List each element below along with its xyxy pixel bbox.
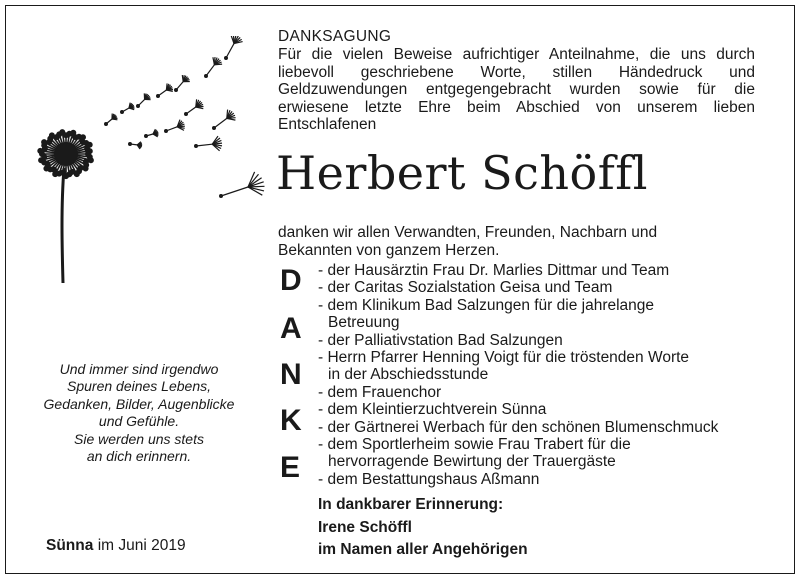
poem-line: Spuren deines Lebens, (39, 378, 239, 395)
list-item: - Herrn Pfarrer Henning Voigt für die tröstenden Worte (318, 349, 768, 366)
poem-line: und Gefühle. (39, 413, 239, 430)
list-item: - der Palliativstation Bad Salzungen (318, 332, 768, 349)
list-item: - dem Bestattungshaus Aßmann (318, 471, 768, 488)
obituary-notice (5, 5, 795, 574)
danke-letter: N (280, 358, 302, 392)
list-item: Betreuung (318, 314, 768, 331)
poem-line: an dich erinnern. (39, 448, 239, 465)
list-item: - dem Kleintierzuchtverein Sünna (318, 401, 768, 418)
poem-line: Sie werden uns stets (39, 431, 239, 448)
place-town: Sünna (46, 537, 93, 554)
list-item: - dem Frauenchor (318, 384, 768, 401)
thanks-line: Bekannten von ganzem Herzen. (278, 242, 748, 260)
danke-letter: A (280, 312, 302, 346)
signoff-line: im Namen aller Angehörigen (318, 539, 528, 562)
list-item: - der Caritas Sozialstation Geisa und Team (318, 279, 768, 296)
intro-paragraph: Für die vielen Beweise aufrichtiger Anteilnahme, die uns durch liebevoll geschriebene Worte, stillen Händedruck und Geldzuwendungen entgegengebracht wurden sowie für die erwiesene letzte Ehre beim Abschied von unserem lieben Entschlafenen (278, 46, 755, 134)
list-item: - der Hausärztin Frau Dr. Marlies Dittmar und Team (318, 262, 768, 279)
thanks-list (318, 262, 768, 488)
poem-line: Gedanken, Bilder, Augenblicke (39, 396, 239, 413)
list-item: in der Abschiedsstunde (318, 366, 768, 383)
signoff-line: Irene Schöffl (318, 517, 528, 540)
heading-danksagung: DANKSAGUNG (278, 28, 391, 46)
place-date-text: im Juni 2019 (98, 537, 186, 554)
danke-letter: K (280, 404, 302, 438)
list-item: - dem Sportlerheim sowie Frau Trabert für die (318, 436, 768, 453)
thanks-line: danken wir allen Verwandten, Freunden, Nachbarn und (278, 224, 748, 242)
list-item: - der Gärtnerei Werbach für den schönen Blumenschmuck (318, 419, 768, 436)
signoff (318, 494, 528, 562)
list-item: hervorragende Bewirtung der Trauergäste (318, 453, 768, 470)
thanks-paragraph (278, 224, 748, 260)
signoff-line: In dankbarer Erinnerung: (318, 494, 528, 517)
danke-letter: D (280, 264, 302, 298)
danke-letter: E (280, 451, 300, 485)
poem (39, 361, 239, 465)
list-item: - dem Klinikum Bad Salzungen für die jahrelange (318, 297, 768, 314)
place-date (46, 537, 186, 555)
deceased-name: Herbert Schöffl (276, 146, 648, 200)
dandelion-illustration (26, 36, 276, 286)
poem-line: Und immer sind irgendwo (39, 361, 239, 378)
